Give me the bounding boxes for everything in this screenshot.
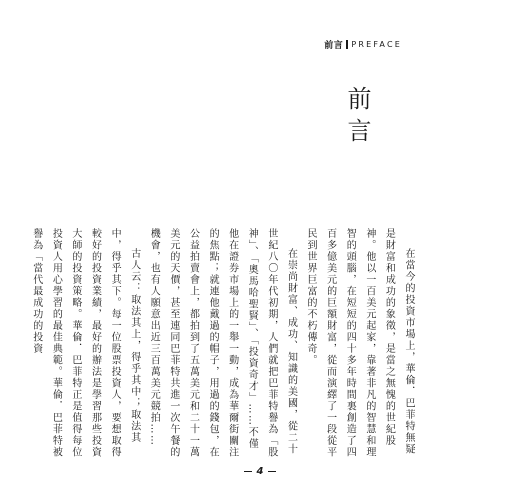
paragraph: 古人云：取法其上，得乎其中；取法其中，得乎其下。每一位股票投資人，要想取得較好的投資業績，最好的辦法是學習那些投資大師的投資策略。華倫．巴菲特正是值得每位投資人用心學習的最佳典範。華倫．巴菲特被譽為「當代最成功的投資 xyxy=(30,228,140,458)
footer-dash-left xyxy=(244,471,252,472)
footer-dash-right xyxy=(268,471,276,472)
header-divider xyxy=(346,40,348,49)
running-header xyxy=(324,38,402,51)
header-chapter-en: PREFACE xyxy=(351,40,402,49)
paragraph: 在崇尚財富、成功、知識的美國，從二十世紀八〇年代初期，人們就把巴菲特譽為「股神」、「奧馬哈聖賢」、「投資奇才」……不僅他在證券市場上的一舉一動，成為華爾街關注的焦點；就連他戴過的帽子，用過的錢包，在公益拍賣會上，都拍到了五萬美元和二十一萬美元的天價，甚至連同巴菲特共進一次午餐的機會，也有人願意出近三百萬美元競拍…… xyxy=(148,228,297,458)
page-number: 4 xyxy=(256,466,264,477)
header-chapter-cn: 前言 xyxy=(324,41,344,51)
paragraph: 在當今的投資市場上，華倫．巴菲特無疑是財富和成功的象徵，是當之無愧的世紀股神。他以一百美元起家，靠著非凡的智慧和理智的頭腦，在短短的四十多年時間裏創造了四百多億美元的巨額財富，從而演繹了一段從平民到世界巨富的不朽傳奇。 xyxy=(305,228,414,458)
page-footer xyxy=(0,466,520,477)
page-title: 前言 xyxy=(343,86,371,150)
body-text xyxy=(30,228,418,458)
